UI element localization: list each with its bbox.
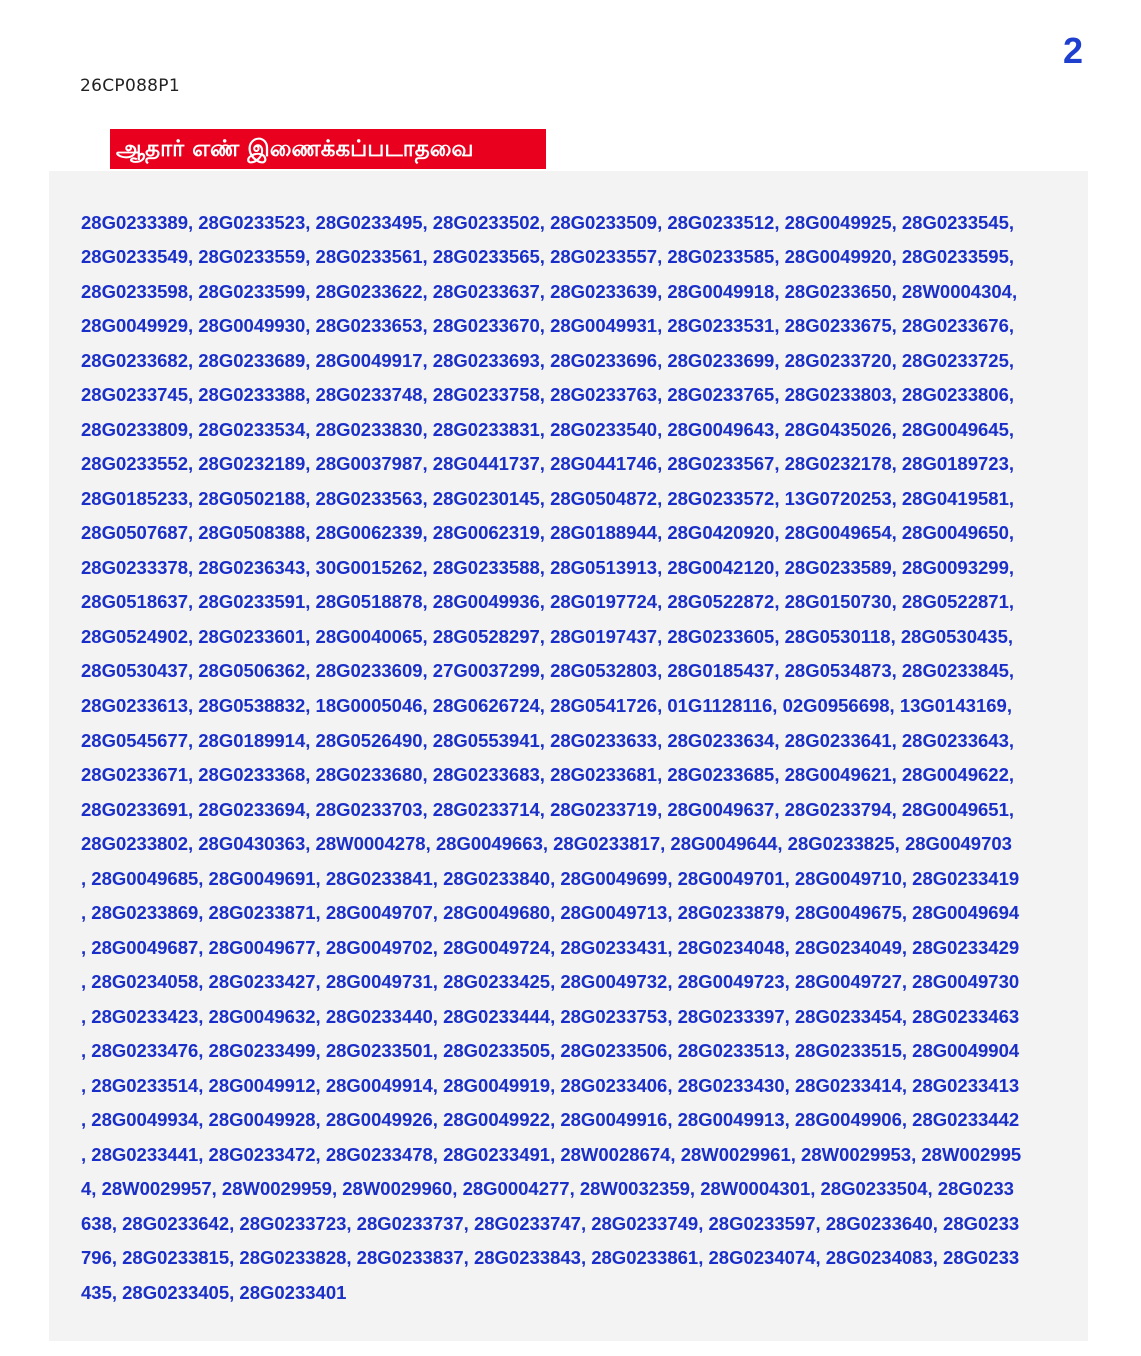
id-line: 28G0233671, 28G0233368, 28G0233680, 28G0233683, 28G0233681, 28G0233685, 28G0049621, 28G0049622, (81, 764, 1015, 785)
id-line: 28G0524902, 28G0233601, 28G0040065, 28G0528297, 28G0197437, 28G0233605, 28G0530118, 28G0530435, (81, 626, 1013, 647)
id-line: , 28G0233514, 28G0049912, 28G0049914, 28G0049919, 28G0233406, 28G0233430, 28G0233414, 28G0233413 (81, 1075, 1020, 1096)
id-line: 28G0233552, 28G0232189, 28G0037987, 28G0441737, 28G0441746, 28G0233567, 28G0232178, 28G0189723, (81, 453, 1015, 474)
id-line: 28G0233691, 28G0233694, 28G0233703, 28G0233714, 28G0233719, 28G0049637, 28G0233794, 28G0049651, (81, 799, 1015, 820)
id-line: 28G0233613, 28G0538832, 18G0005046, 28G0626724, 28G0541726, 01G1128116, 02G0956698, 13G0143169, (81, 695, 1012, 716)
id-line: 28G0233389, 28G0233523, 28G0233495, 28G0233502, 28G0233509, 28G0233512, 28G0049925, 28G0233545, (81, 212, 1015, 233)
id-list-panel (49, 171, 1088, 1341)
id-line: 28G0507687, 28G0508388, 28G0062339, 28G0062319, 28G0188944, 28G0420920, 28G0049654, 28G0049650, (81, 522, 1015, 543)
id-line: , 28G0234058, 28G0233427, 28G0049731, 28G0233425, 28G0049732, 28G0049723, 28G0049727, 28G0049730 (81, 971, 1020, 992)
id-line: 638, 28G0233642, 28G0233723, 28G0233737, 28G0233747, 28G0233749, 28G0233597, 28G0233640, 28G0233 (81, 1213, 1020, 1234)
id-line: 28G0233682, 28G0233689, 28G0049917, 28G0233693, 28G0233696, 28G0233699, 28G0233720, 28G0233725, (81, 350, 1015, 371)
id-line: 28G0530437, 28G0506362, 28G0233609, 27G0037299, 28G0532803, 28G0185437, 28G0534873, 28G0233845, (81, 660, 1015, 681)
id-line: 28G0545677, 28G0189914, 28G0526490, 28G0553941, 28G0233633, 28G0233634, 28G0233641, 28G0233643, (81, 730, 1015, 751)
id-line: 28G0233802, 28G0430363, 28W0004278, 28G0049663, 28G0233817, 28G0049644, 28G0233825, 28G0049703 (81, 833, 1012, 854)
id-line: , 28G0049685, 28G0049691, 28G0233841, 28G0233840, 28G0049699, 28G0049701, 28G0049710, 28G0233419 (81, 868, 1020, 889)
id-line: 28G0233598, 28G0233599, 28G0233622, 28G0233637, 28G0233639, 28G0049918, 28G0233650, 28W0004304, (81, 281, 1018, 302)
id-line: 28G0049929, 28G0049930, 28G0233653, 28G0233670, 28G0049931, 28G0233531, 28G0233675, 28G0233676, (81, 315, 1015, 336)
id-line: 28G0233549, 28G0233559, 28G0233561, 28G0233565, 28G0233557, 28G0233585, 28G0049920, 28G0233595, (81, 246, 1015, 267)
id-line: 796, 28G0233815, 28G0233828, 28G0233837, 28G0233843, 28G0233861, 28G0234074, 28G0234083, 28G0233 (81, 1247, 1020, 1268)
page-number: 2 (1062, 30, 1083, 71)
section-heading: ஆதார் எண் இணைக்கப்படாதவை (110, 129, 546, 169)
id-line: 28G0185233, 28G0502188, 28G0233563, 28G0230145, 28G0504872, 28G0233572, 13G0720253, 28G0419581, (81, 488, 1015, 509)
document-code: 26CP088P1 (80, 76, 180, 96)
id-line: 435, 28G0233405, 28G0233401 (81, 1282, 347, 1303)
id-line: , 28G0049687, 28G0049677, 28G0049702, 28G0049724, 28G0233431, 28G0234048, 28G0234049, 28G0233429 (81, 937, 1020, 958)
id-line: , 28G0233869, 28G0233871, 28G0049707, 28G0049680, 28G0049713, 28G0233879, 28G0049675, 28G0049694 (81, 902, 1020, 923)
id-line: , 28G0233441, 28G0233472, 28G0233478, 28G0233491, 28W0028674, 28W0029961, 28W0029953, 28W002995 (81, 1144, 1022, 1165)
id-line: 28G0233809, 28G0233534, 28G0233830, 28G0233831, 28G0233540, 28G0049643, 28G0435026, 28G0049645, (81, 419, 1015, 440)
id-line: , 28G0233423, 28G0049632, 28G0233440, 28G0233444, 28G0233753, 28G0233397, 28G0233454, 28G0233463 (81, 1006, 1020, 1027)
id-line: 28G0518637, 28G0233591, 28G0518878, 28G0049936, 28G0197724, 28G0522872, 28G0150730, 28G0522871, (81, 591, 1015, 612)
id-line: 28G0233745, 28G0233388, 28G0233748, 28G0233758, 28G0233763, 28G0233765, 28G0233803, 28G0233806, (81, 384, 1015, 405)
id-line: 4, 28W0029957, 28W0029959, 28W0029960, 28G0004277, 28W0032359, 28W0004301, 28G0233504, 28G0233 (81, 1178, 1014, 1199)
id-line: , 28G0049934, 28G0049928, 28G0049926, 28G0049922, 28G0049916, 28G0049913, 28G0049906, 28G0233442 (81, 1109, 1020, 1130)
id-line: 28G0233378, 28G0236343, 30G0015262, 28G0233588, 28G0513913, 28G0042120, 28G0233589, 28G0093299, (81, 557, 1015, 578)
id-line: , 28G0233476, 28G0233499, 28G0233501, 28G0233505, 28G0233506, 28G0233513, 28G0233515, 28G0049904 (81, 1040, 1020, 1061)
